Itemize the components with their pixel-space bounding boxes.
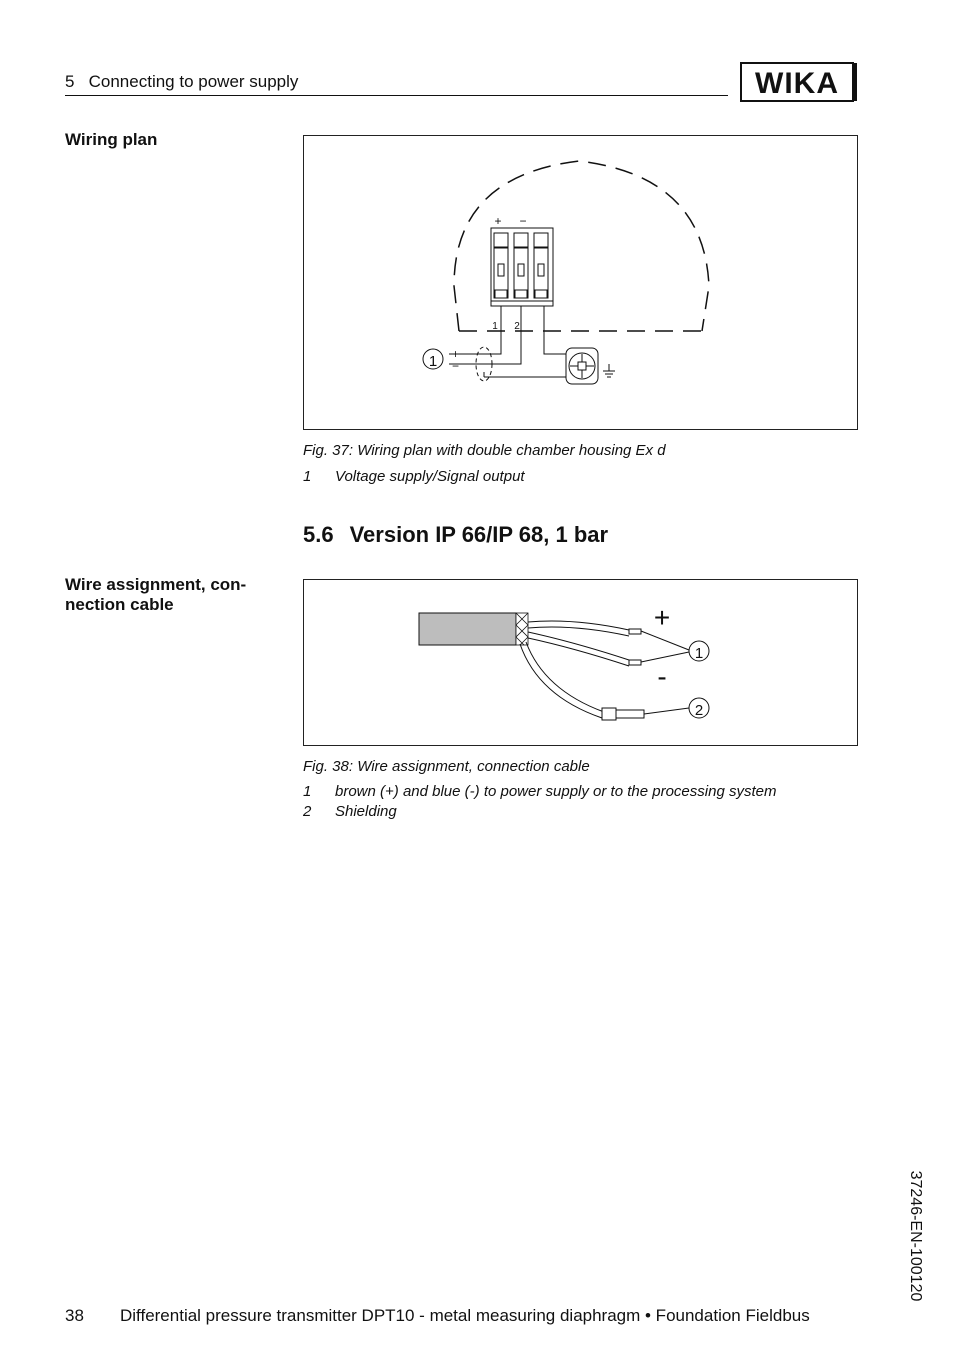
terminal-plus-label: + xyxy=(494,214,502,228)
callout-1-label: 1 xyxy=(694,645,704,662)
document-id: 37246-EN-100120 xyxy=(907,1170,924,1302)
minus-sign: - xyxy=(657,661,667,692)
legend-item xyxy=(303,803,776,820)
section-number: 5.6 xyxy=(303,522,334,547)
legend-text: Voltage supply/Signal output xyxy=(335,468,525,485)
callout-1-label: 1 xyxy=(428,353,438,370)
wiring-plan-figure xyxy=(303,135,858,430)
figure-38-caption: Fig. 38: Wire assignment, connection cable xyxy=(303,758,590,775)
wire-brown xyxy=(528,621,641,636)
cable-diagram xyxy=(304,580,857,745)
cable-jacket xyxy=(419,613,516,645)
terminal-minus-label: − xyxy=(519,214,527,228)
page-number: 38 xyxy=(65,1306,84,1325)
figure-38-legend xyxy=(303,783,776,820)
legend-number: 2 xyxy=(303,803,312,820)
wire-blue xyxy=(528,632,641,666)
figure-37-legend xyxy=(303,468,525,485)
running-header: 5 Connecting to power supply xyxy=(65,72,299,91)
supply-minus-label: − xyxy=(452,359,460,373)
legend-number: 1 xyxy=(303,783,312,800)
legend-text: Shielding xyxy=(335,803,397,820)
wire-assignment-figure xyxy=(303,579,858,746)
legend-item xyxy=(303,468,525,485)
callout-2-label: 2 xyxy=(694,702,704,719)
logo-text: WIKA xyxy=(755,67,839,100)
supply-plus-label: + xyxy=(452,347,460,361)
section-title: Version IP 66/IP 68, 1 bar xyxy=(349,522,609,547)
supply-wires xyxy=(449,306,566,377)
cable-braid xyxy=(516,613,528,645)
wika-logo xyxy=(740,62,858,102)
footer-title: Differential pressure transmitter DPT10 - metal measuring diaphragm • Foundation Fieldbus xyxy=(120,1306,810,1325)
wiring-diagram xyxy=(304,136,857,429)
ground-terminal-icon xyxy=(566,348,615,384)
wire-shield xyxy=(520,642,644,720)
legend-item xyxy=(303,783,776,800)
wiring-plan-label: Wiring plan xyxy=(65,130,158,149)
wire-assignment-label-line1: Wire assignment, con- xyxy=(65,575,247,594)
plus-sign: + xyxy=(653,602,671,633)
wire-assignment-label xyxy=(65,575,275,615)
legend-number: 1 xyxy=(303,468,312,485)
legend-text: brown (+) and blue (-) to power supply or to the processing system xyxy=(335,783,777,800)
header-rule xyxy=(65,95,728,96)
terminal-number-1: 1 xyxy=(492,321,498,332)
terminal-number-2: 2 xyxy=(514,321,520,332)
wire-assignment-label-line2: nection cable xyxy=(65,595,174,614)
section-heading xyxy=(303,522,608,548)
terminal-block xyxy=(491,228,553,306)
figure-37-caption: Fig. 37: Wiring plan with double chamber housing Ex d xyxy=(303,442,666,459)
